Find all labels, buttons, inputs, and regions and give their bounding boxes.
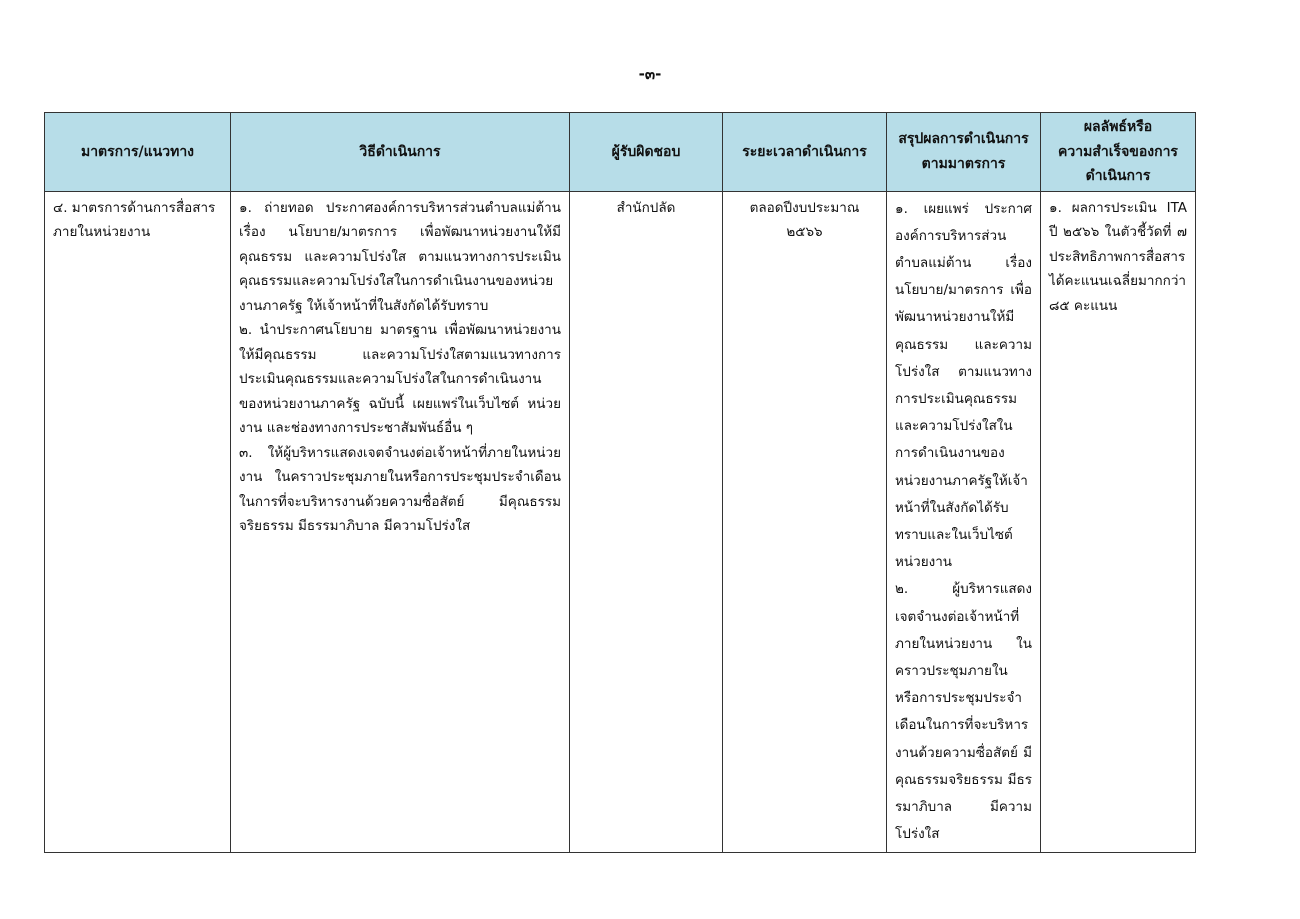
- header-period-label: ระยะเวลาดำเนินการ: [742, 143, 867, 160]
- header-measure: [45, 113, 231, 192]
- header-summary: [887, 113, 1041, 192]
- cell-period: [723, 191, 887, 853]
- cell-responsible: [570, 191, 723, 853]
- summary-text: ๑. เผยแพร่ ประกาศองค์การบริหารส่วนตำบลแม่ต้าน เรื่อง นโยบาย/มาตรการ เพื่อพัฒนาหน่วยงานให้มีคุณธรรม และความโปร่งใส ตามแนวทางการประเมินคุณธรรมและความโปร่งใสในการดำเนินงานของหน่วยงานภาครัฐให้เจ้าหน้าที่ในสังกัดได้รับทราบและในเว็บไซต์หน่วยงาน ๒. ผู้บริหารแสดงเจตจำนงต่อเจ้าหน้าที่ภายในหน่วยงาน ในคราวประชุมภายในหรือการประชุมประจำเดือนในการที่จะบริหารงานด้วยความซื่อสัตย์ มีคุณธรรมจริยธรรม มีธรรมาภิบาล มีความโปร่งใส: [895, 200, 1032, 843]
- period-text: ตลอดปีงบประมาณ ๒๕๖๖: [749, 199, 860, 240]
- table-row: [45, 191, 1196, 853]
- cell-method: [231, 191, 570, 853]
- table-header-row: [45, 113, 1196, 192]
- header-method: [231, 113, 570, 192]
- cell-result: [1041, 191, 1196, 853]
- page-number: -๓-: [638, 65, 662, 83]
- header-period: [723, 113, 887, 192]
- header-responsible-label: ผู้รับผิดชอบ: [611, 143, 681, 160]
- header-summary-label: สรุปผลการดำเนินการ ตามมาตรการ: [898, 131, 1029, 172]
- responsible-text: สำนักปลัด: [616, 199, 676, 216]
- header-method-label: วิธีดำเนินการ: [359, 143, 441, 160]
- cell-measure: [45, 191, 231, 853]
- header-responsible: [570, 113, 723, 192]
- measure-text: ๔. มาตรการด้านการสื่อสาร ภายในหน่วยงาน: [53, 199, 216, 240]
- header-measure-label: มาตรการ/แนวทาง: [80, 143, 195, 160]
- header-result: [1041, 113, 1196, 192]
- cell-summary: [887, 191, 1041, 853]
- method-text: ๑. ถ่ายทอด ประกาศองค์การบริหารส่วนตำบลแม่ต้าน เรื่อง นโยบาย/มาตรการ เพื่อพัฒนาหน่วยงานให้มีคุณธรรม และความโปร่งใส ตามแนวทางการประเมินคุณธรรมและความโปร่งใสในการดำเนินงานของหน่วยงานภาครัฐ ให้เจ้าหน้าที่ในสังกัดได้รับทราบ ๒. นำประกาศนโยบาย มาตรฐาน เพื่อพัฒนาหน่วยงานให้มีคุณธรรม และความโปร่งใสตามแนวทางการประเมินคุณธรรมและความโปร่งใสในการดำเนินงานของหน่วยงานภาครัฐ ฉบับนี้ เผยแพร่ในเว็บไซต์ หน่วยงาน และช่องทางการประชาสัมพันธ์อื่น ๆ ๓. ให้ผู้บริหารแสดงเจตจำนงต่อเจ้าหน้าที่ภายในหน่วยงาน ในคราวประชุมภายในหรือการประชุมประจำเดือน ในการที่จะบริหารงานด้วยความซื่อสัตย์ มีคุณธรรมจริยธรรม มีธรรมาภิบาล มีความโปร่งใส: [239, 199, 561, 534]
- result-text: ๑. ผลการประเมิน ITA ปี ๒๕๖๖ ในตัวชี้วัดที่ ๗ ประสิทธิภาพการสื่อสาร ได้คะแนนเฉลี่ยมากกว่า ๘๕ คะแนน: [1049, 199, 1187, 314]
- header-result-label: ผลลัพธ์หรือ ความสำเร็จของการ ดำเนินการ: [1058, 119, 1178, 184]
- integrity-measures-table: [44, 112, 1196, 853]
